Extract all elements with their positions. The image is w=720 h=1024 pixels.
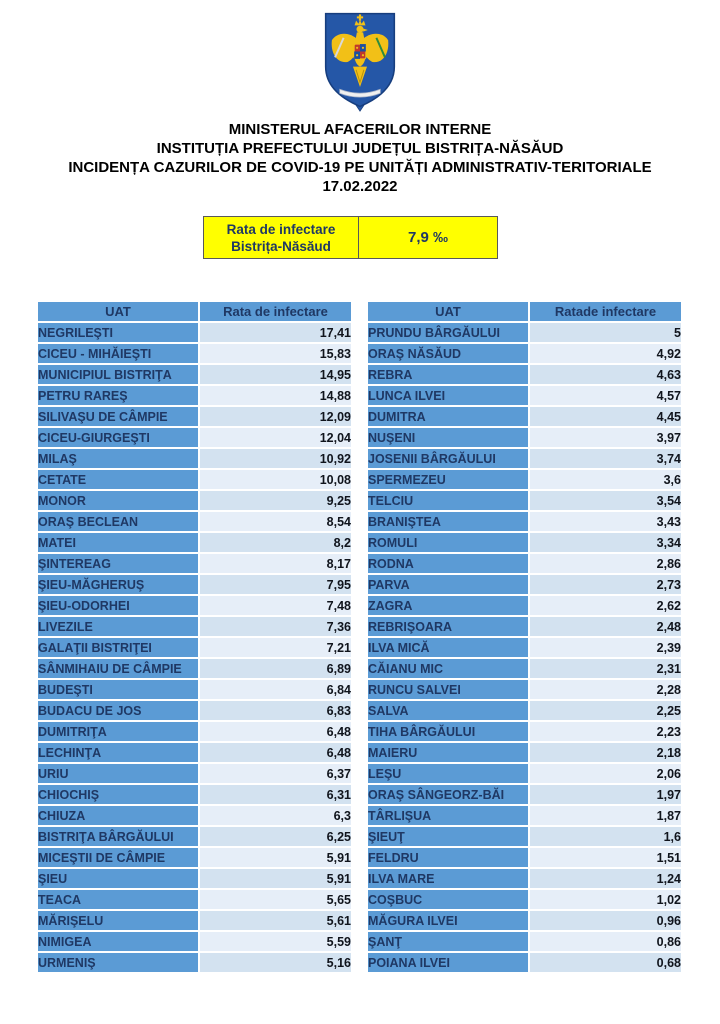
uat-name-cell: CHIOCHIŞ	[38, 785, 198, 804]
uat-name-cell: TEACA	[38, 890, 198, 909]
infection-rate-cell: 4,92	[530, 344, 681, 363]
uat-name-cell: ILVA MARE	[368, 869, 528, 888]
table-row	[368, 533, 681, 552]
table-row	[368, 953, 681, 972]
table-row	[368, 596, 681, 615]
table-row	[368, 827, 681, 846]
mai-coat-of-arms-icon	[321, 12, 399, 112]
infection-rate-cell: 0,96	[530, 911, 681, 930]
table-row	[38, 533, 351, 552]
table-row	[368, 764, 681, 783]
infection-rate-cell: 2,31	[530, 659, 681, 678]
uat-name-cell: REBRIŞOARA	[368, 617, 528, 636]
infection-rate-cell: 5,61	[200, 911, 351, 930]
table-row	[38, 617, 351, 636]
uat-name-cell: ŞIEU-MĂGHERUŞ	[38, 575, 198, 594]
uat-incidence-table-left	[36, 300, 353, 974]
table-row	[368, 617, 681, 636]
uat-name-cell: CICEU-GIURGEŞTI	[38, 428, 198, 447]
uat-name-cell: MAIERU	[368, 743, 528, 762]
infection-rate-cell: 4,57	[530, 386, 681, 405]
table-row	[38, 890, 351, 909]
infection-rate-label-line2: Bistrița-Năsăud	[231, 238, 331, 254]
uat-name-cell: CĂIANU MIC	[368, 659, 528, 678]
table-row	[38, 365, 351, 384]
uat-name-cell: JOSENII BÂRGĂULUI	[368, 449, 528, 468]
infection-rate-cell: 4,63	[530, 365, 681, 384]
infection-rate-value: 7,9 ‰	[407, 229, 449, 246]
title-line-date: 17.02.2022	[322, 178, 398, 195]
uat-name-cell: ORAŞ NĂSĂUD	[368, 344, 528, 363]
title-line-subject: INCIDENȚA CAZURILOR DE COVID-19 PE UNITĂȚI ADMINISTRATIV-TERITORIALE	[68, 159, 652, 176]
infection-rate-cell: 10,08	[200, 470, 351, 489]
infection-rate-cell: 8,2	[200, 533, 351, 552]
table-row	[38, 911, 351, 930]
uat-name-cell: CETATE	[38, 470, 198, 489]
uat-name-cell: ŞINTEREAG	[38, 554, 198, 573]
uat-name-cell: ZAGRA	[368, 596, 528, 615]
uat-name-cell: ILVA MICĂ	[368, 638, 528, 657]
table-row	[368, 869, 681, 888]
table-row	[368, 470, 681, 489]
uat-name-cell: SILIVAŞU DE CÂMPIE	[38, 407, 198, 426]
infection-rate-cell: 6,31	[200, 785, 351, 804]
table-row	[38, 932, 351, 951]
infection-rate-cell: 6,48	[200, 722, 351, 741]
uat-name-cell: RODNA	[368, 554, 528, 573]
table-row	[38, 827, 351, 846]
infection-rate-cell: 9,25	[200, 491, 351, 510]
table-row	[38, 701, 351, 720]
table-row	[368, 428, 681, 447]
infection-rate-label-line1: Rata de infectare	[226, 221, 336, 237]
uat-name-cell: NEGRILEŞTI	[38, 323, 198, 342]
infection-rate-cell: 6,89	[200, 659, 351, 678]
infection-rate-cell: 2,06	[530, 764, 681, 783]
infection-rate-cell: 5,59	[200, 932, 351, 951]
table-row	[38, 806, 351, 825]
uat-incidence-table-right	[366, 300, 683, 974]
uat-name-cell: ŞIEUŢ	[368, 827, 528, 846]
infection-rate-cell: 8,54	[200, 512, 351, 531]
table-row	[368, 659, 681, 678]
table-row	[38, 470, 351, 489]
infection-rate-cell: 5,91	[200, 848, 351, 867]
table-row	[38, 680, 351, 699]
uat-tables-container	[36, 300, 720, 974]
infection-rate-cell: 3,43	[530, 512, 681, 531]
infection-rate-cell: 1,87	[530, 806, 681, 825]
infection-rate-cell: 2,48	[530, 617, 681, 636]
table-row	[38, 491, 351, 510]
table-row	[38, 449, 351, 468]
rate-column-header: Ratade infectare	[530, 302, 681, 321]
infection-rate-cell: 7,95	[200, 575, 351, 594]
uat-name-cell: FELDRU	[368, 848, 528, 867]
document-title-block	[0, 120, 720, 196]
table-row	[38, 785, 351, 804]
uat-name-cell: MĂGURA ILVEI	[368, 911, 528, 930]
uat-name-cell: CHIUZA	[38, 806, 198, 825]
uat-name-cell: RUNCU SALVEI	[368, 680, 528, 699]
uat-name-cell: ROMULI	[368, 533, 528, 552]
infection-rate-cell: 6,3	[200, 806, 351, 825]
uat-name-cell: LECHINŢA	[38, 743, 198, 762]
uat-name-cell: REBRA	[368, 365, 528, 384]
infection-rate-cell: 3,34	[530, 533, 681, 552]
infection-rate-cell: 5,91	[200, 869, 351, 888]
title-line-institution: INSTITUȚIA PREFECTULUI JUDEȚUL BISTRIȚA-NĂSĂUD	[156, 140, 564, 157]
uat-name-cell: PETRU RAREŞ	[38, 386, 198, 405]
uat-name-cell: ŞANŢ	[368, 932, 528, 951]
infection-rate-cell: 2,25	[530, 701, 681, 720]
table-row	[368, 680, 681, 699]
infection-rate-cell: 12,04	[200, 428, 351, 447]
table-row	[38, 869, 351, 888]
uat-name-cell: DUMITRA	[368, 407, 528, 426]
uat-column-header: UAT	[38, 302, 198, 321]
title-line-ministry: MINISTERUL AFACERILOR INTERNE	[228, 121, 492, 138]
infection-rate-cell: 6,25	[200, 827, 351, 846]
infection-rate-cell: 3,74	[530, 449, 681, 468]
table-row	[368, 638, 681, 657]
rate-column-header: Rata de infectare	[200, 302, 351, 321]
emblem-container	[0, 0, 720, 112]
table-row	[38, 848, 351, 867]
table-row	[38, 554, 351, 573]
infection-rate-cell: 7,36	[200, 617, 351, 636]
uat-name-cell: MICEŞTII DE CÂMPIE	[38, 848, 198, 867]
table-row	[368, 449, 681, 468]
uat-name-cell: BUDACU DE JOS	[38, 701, 198, 720]
infection-rate-cell: 0,68	[530, 953, 681, 972]
table-row	[38, 386, 351, 405]
table-row	[368, 386, 681, 405]
uat-name-cell: SALVA	[368, 701, 528, 720]
uat-name-cell: MĂRIŞELU	[38, 911, 198, 930]
uat-name-cell: MUNICIPIUL BISTRIŢA	[38, 365, 198, 384]
infection-rate-cell: 4,45	[530, 407, 681, 426]
uat-name-cell: ŞIEU	[38, 869, 198, 888]
uat-name-cell: LIVEZILE	[38, 617, 198, 636]
infection-rate-cell: 6,48	[200, 743, 351, 762]
infection-rate-cell: 5	[530, 323, 681, 342]
uat-name-cell: PARVA	[368, 575, 528, 594]
uat-name-cell: CICEU - MIHĂIEŞTI	[38, 344, 198, 363]
infection-rate-cell: 2,28	[530, 680, 681, 699]
infection-rate-cell: 3,97	[530, 428, 681, 447]
infection-rate-summary-box	[203, 216, 498, 259]
infection-rate-cell: 2,86	[530, 554, 681, 573]
table-row	[368, 932, 681, 951]
uat-name-cell: MATEI	[38, 533, 198, 552]
uat-name-cell: NIMIGEA	[38, 932, 198, 951]
table-row	[368, 554, 681, 573]
uat-name-cell: COŞBUC	[368, 890, 528, 909]
table-row	[368, 512, 681, 531]
table-row	[38, 596, 351, 615]
uat-name-cell: LUNCA ILVEI	[368, 386, 528, 405]
uat-name-cell: MONOR	[38, 491, 198, 510]
uat-name-cell: ŞIEU-ODORHEI	[38, 596, 198, 615]
table-row	[368, 848, 681, 867]
uat-table-left-container	[36, 300, 353, 974]
table-row	[368, 575, 681, 594]
uat-name-cell: SÂNMIHAIU DE CÂMPIE	[38, 659, 198, 678]
table-row	[368, 344, 681, 363]
infection-rate-cell: 0,86	[530, 932, 681, 951]
infection-rate-cell: 7,48	[200, 596, 351, 615]
uat-name-cell: TELCIU	[368, 491, 528, 510]
table-row	[368, 407, 681, 426]
infection-rate-cell: 2,18	[530, 743, 681, 762]
uat-name-cell: ORAŞ SÂNGEORZ-BĂI	[368, 785, 528, 804]
infection-rate-cell: 2,23	[530, 722, 681, 741]
uat-name-cell: MILAŞ	[38, 449, 198, 468]
infection-rate-cell: 2,73	[530, 575, 681, 594]
uat-name-cell: TIHA BÂRGĂULUI	[368, 722, 528, 741]
infection-rate-cell: 14,88	[200, 386, 351, 405]
table-row	[368, 743, 681, 762]
table-row	[38, 659, 351, 678]
infection-rate-cell: 12,09	[200, 407, 351, 426]
table-row	[368, 890, 681, 909]
infection-rate-cell: 1,02	[530, 890, 681, 909]
table-row	[38, 953, 351, 972]
uat-name-cell: ORAŞ BECLEAN	[38, 512, 198, 531]
table-row	[38, 407, 351, 426]
infection-rate-cell: 6,84	[200, 680, 351, 699]
infection-rate-cell: 1,97	[530, 785, 681, 804]
infection-rate-cell: 17,41	[200, 323, 351, 342]
table-row	[38, 764, 351, 783]
infection-rate-cell: 1,51	[530, 848, 681, 867]
uat-name-cell: URIU	[38, 764, 198, 783]
uat-name-cell: POIANA ILVEI	[368, 953, 528, 972]
infection-rate-label	[204, 217, 359, 258]
infection-rate-cell: 3,6	[530, 470, 681, 489]
table-row	[368, 911, 681, 930]
infection-rate-cell: 5,16	[200, 953, 351, 972]
table-row	[38, 722, 351, 741]
infection-rate-cell: 15,83	[200, 344, 351, 363]
infection-rate-cell: 1,6	[530, 827, 681, 846]
table-row	[38, 743, 351, 762]
infection-rate-cell: 6,37	[200, 764, 351, 783]
table-row	[368, 701, 681, 720]
uat-name-cell: BISTRIŢA BÂRGĂULUI	[38, 827, 198, 846]
infection-rate-cell: 2,62	[530, 596, 681, 615]
table-row	[38, 344, 351, 363]
table-row	[38, 575, 351, 594]
infection-rate-cell: 5,65	[200, 890, 351, 909]
uat-name-cell: DUMITRIŢA	[38, 722, 198, 741]
uat-name-cell: URMENIŞ	[38, 953, 198, 972]
table-row	[368, 491, 681, 510]
table-row	[38, 638, 351, 657]
table-row	[368, 722, 681, 741]
table-row	[38, 323, 351, 342]
uat-name-cell: BRANIŞTEA	[368, 512, 528, 531]
infection-rate-cell: 3,54	[530, 491, 681, 510]
infection-rate-cell: 7,21	[200, 638, 351, 657]
table-row	[368, 785, 681, 804]
table-row	[38, 428, 351, 447]
infection-rate-cell: 14,95	[200, 365, 351, 384]
uat-name-cell: PRUNDU BÂRGĂULUI	[368, 323, 528, 342]
uat-table-right-container	[366, 300, 683, 974]
table-row	[38, 512, 351, 531]
infection-rate-cell: 2,39	[530, 638, 681, 657]
infection-rate-cell: 8,17	[200, 554, 351, 573]
table-row	[368, 323, 681, 342]
infection-rate-cell: 6,83	[200, 701, 351, 720]
uat-name-cell: GALAŢII BISTRIŢEI	[38, 638, 198, 657]
table-row	[368, 806, 681, 825]
table-row	[368, 365, 681, 384]
uat-name-cell: NUŞENI	[368, 428, 528, 447]
uat-name-cell: TÂRLIŞUA	[368, 806, 528, 825]
infection-rate-cell: 1,24	[530, 869, 681, 888]
uat-name-cell: BUDEŞTI	[38, 680, 198, 699]
uat-name-cell: LEŞU	[368, 764, 528, 783]
infection-rate-cell: 10,92	[200, 449, 351, 468]
uat-column-header: UAT	[368, 302, 528, 321]
uat-name-cell: SPERMEZEU	[368, 470, 528, 489]
